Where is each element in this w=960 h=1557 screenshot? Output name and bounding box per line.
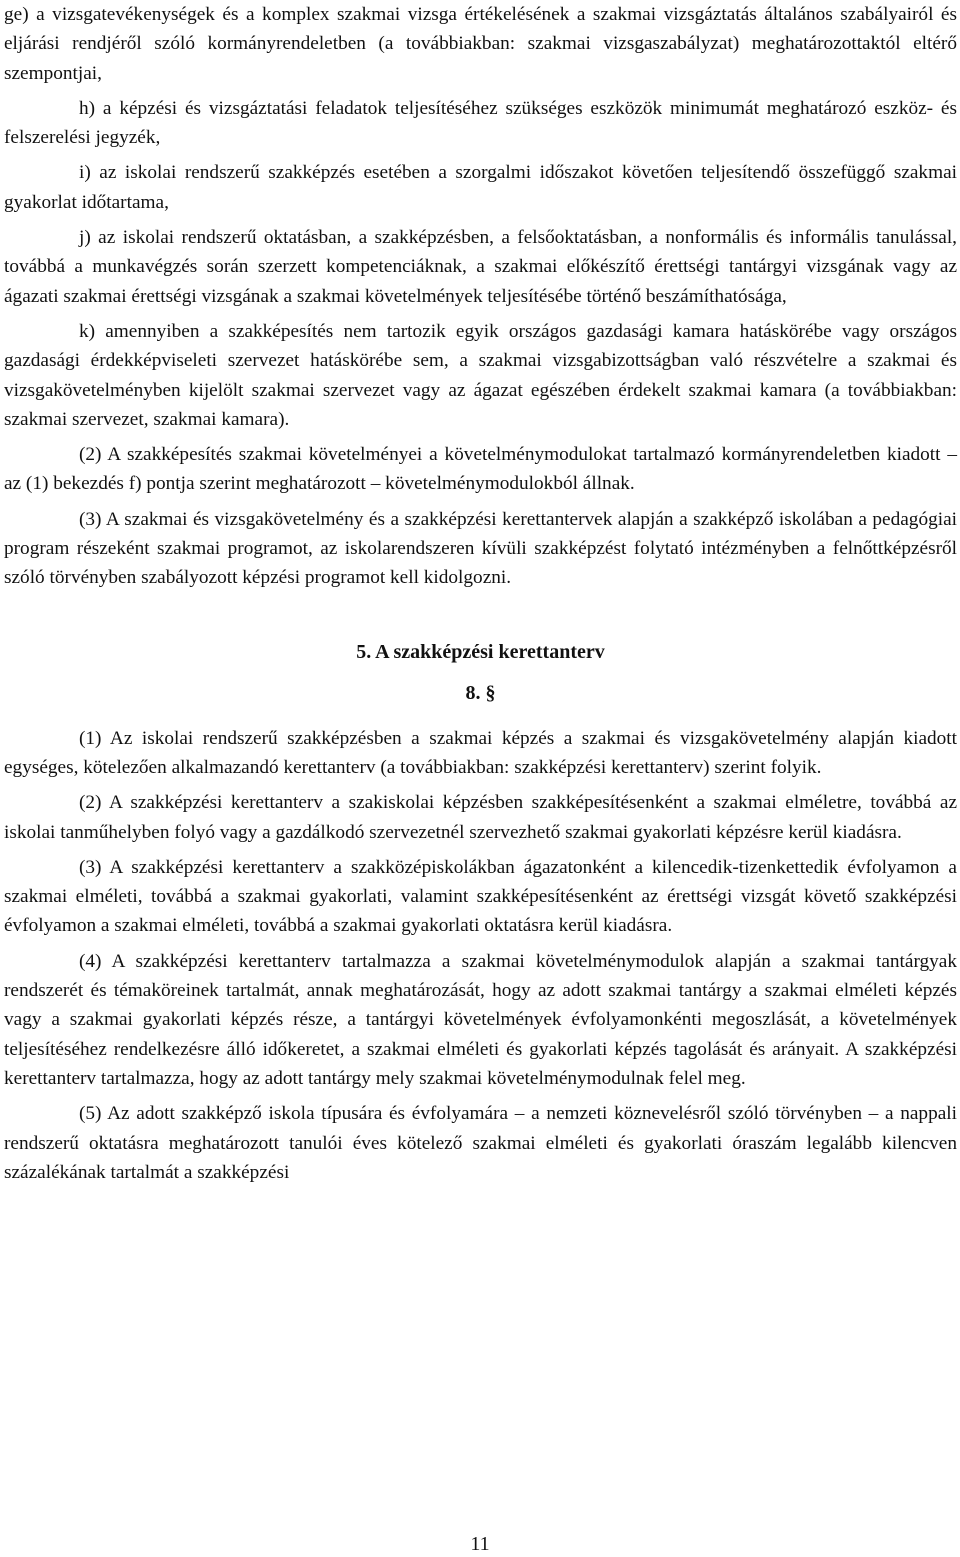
paragraph-j: j) az iskolai rendszerű oktatásban, a szakképzésben, a felsőoktatásban, a nonformális és informális tanulással, továbbá a munkavégzés során szerzett kompetenciáknak, a szakmai előkészítő érettségi tantárgyi vizsgának vagy az ágazati szakmai érettségi vizsgának a szakmai követelmények teljesítésébe történő beszámíthatósága, (4, 227, 957, 307)
paragraph-8-4: (4) A szakképzési kerettanterv tartalmazza a szakmai követelménymodulok alapján a szakmai tantárgyak rendszerét és témaköreinek tartalmát, annak meghatározását, hogy az adott szakmai tantárgy a szakmai elméleti képzés vagy a szakmai gyakorlati képzés része, a tantárgyi követelmények évfolyamonkénti megoszlását, a követelmények teljesítéséhez rendelkezésre álló időkeretet, a szakmai elméleti és gyakorlati képzés tagolását és arányait. A szakképzési kerettanterv tartalmazza, hogy az adott tantárgy mely szakmai követelménymodulnak felel meg. (4, 950, 957, 1089)
paragraph-8-3: (3) A szakképzési kerettanterv a szakközépiskolákban ágazatonként a kilencedik-tizenkettedik évfolyamon a szakmai elméleti, továbbá a szakmai gyakorlati, valamint szakképesítésenként az érettségi vizsgát követő szakképzési évfolyamon a szakmai elméleti, továbbá a szakmai gyakorlati oktatásra kerül kiadásra. (4, 856, 957, 937)
paragraph-heading: 8. § (465, 681, 496, 704)
paragraph-section-2: (2) A szakképesítés szakmai követelményei a követelménymodulokat tartalmazó kormányrendeletben kiadott – az (1) bekezdés f) pontja szerint meghatározott – követelménymodulokból állnak. (4, 444, 957, 495)
paragraph-k: k) amennyiben a szakképesítés nem tartozik egyik országos gazdasági kamara hatáskörébe vagy országos gazdasági érdekképviseleti szervezet hatáskörébe sem, a szakmai vizsgabizottságban való részvételre a szakmai és vizsgakövetelményben kijelölt szakmai szervezet vagy az ágazat egészében érdekelt szakmai kamara (a továbbiakban: szakmai szervezet, szakmai kamara). (4, 320, 957, 430)
paragraph-i: i) az iskolai rendszerű szakképzés esetében a szorgalmi időszakot követően teljesítendő összefüggő szakmai gyakorlat időtartama, (4, 162, 957, 213)
paragraph-8-5: (5) Az adott szakképző iskola típusára és évfolyamára – a nemzeti köznevelésről szóló törvényben – a nappali rendszerű oktatásra meghatározott tanulói éves kötelező szakmai elméleti és gyakorlati óraszám legalább kilencven százalékának tartalmát a szakképzési (4, 1103, 957, 1183)
paragraph-8-2: (2) A szakképzési kerettanterv a szakiskolai képzésben szakképesítésenként a szakmai elméletre, továbbá az iskolai tanműhelyben folyó vagy a gazdálkodó szervezetnél szervezhető szakmai gyakorlati képzésre kerül kiadásra. (4, 792, 957, 843)
paragraph-8-1: (1) Az iskolai rendszerű szakképzésben a szakmai képzés a szakmai és vizsgakövetelmény alapján kiadott egységes, kötelezően alkalmazandó kerettanterv (a továbbiakban: szakképzési kerettanterv) szerint folyik. (4, 727, 957, 778)
paragraph-h: h) a képzési és vizsgáztatási feladatok teljesítéséhez szükséges eszközök minimumát meghatározó eszköz- és felszerelési jegyzék, (4, 97, 957, 149)
paragraph-ge: ge) a vizsgatevékenységek és a komplex szakmai vizsga értékelésének a szakmai vizsgáztatás általános szabályairól és eljárási rendjéről szóló kormányrendeletben (a továbbiakban: szakmai vizsgaszabályzat) meghatározottaktól eltérő szempontjai, (4, 4, 957, 84)
section-heading: 5. A szakképzési kerettanterv (356, 640, 605, 663)
paragraph-section-3: (3) A szakmai és vizsgakövetelmény és a szakképzési kerettantervek alapján a szakképző iskolában a pedagógiai program részeként szakmai programot, az iskolarendszeren kívüli szakképzést folytató intézményben a felnőttképzésről szóló törvényben szabályozott képzési programot kell kidolgozni. (4, 508, 957, 589)
page-number: 11 (470, 1533, 490, 1555)
